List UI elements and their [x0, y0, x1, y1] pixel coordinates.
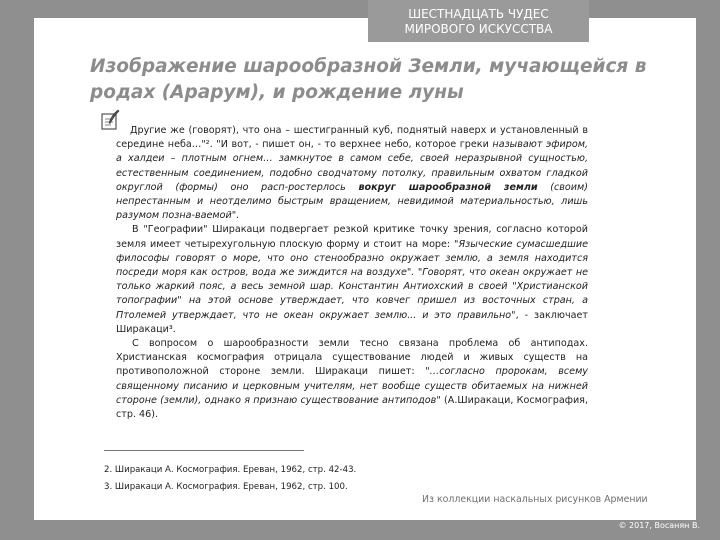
page-title	[90, 54, 650, 106]
bottom-bar	[0, 520, 720, 540]
p1-text-2: называют эфиром, а халдеи – плотным огнем… замкнутое в самом себе, своей неразрывной сущностью, естественным соединением, подобно сводчатому потолку, правильным охватом гладкой округлой (формы) оно расп-ростерлось	[116, 139, 588, 193]
collection-note: Из коллекции наскальных рисунков Армении	[422, 494, 648, 505]
footnotes	[104, 462, 624, 495]
p1-text-4: (своим) непрестанным и неотделимо быстрым вращением, невидимой материальностью, лишь разумом позна-ваемой".	[116, 181, 588, 222]
footnote-2: 2. Ширакаци А. Космография. Ереван, 1962, стр. 42-43.	[104, 465, 357, 475]
banner-line-1: ШЕСТНАДЦАТЬ ЧУДЕС	[408, 7, 549, 21]
footnote-3: 3. Ширакаци А. Космография. Ереван, 1962, стр. 100.	[104, 481, 348, 492]
paragraph-2	[116, 223, 588, 337]
copyright: © 2017, Восанян В.	[618, 521, 700, 530]
p2-text-3: , - заключает Ширакаци³.	[116, 309, 588, 335]
p3-text-3: " (А.Ширакаци, Космография, стр. 46).	[116, 394, 588, 421]
paragraph-1	[116, 124, 588, 223]
p2-text-2: "Языческие сумасшедшие философы говорят о море, что оно стенообразно окружает землю, а земля находится посреди моря как остров, вода же зиждится на воздухе". "Говорят, что океан окружает не только жаркий пояс, а весь земной шар. Константин Антиохский в своей "Христианской топографии" на этой основе утверждает, что ковчег пришел из восточных стран, а Птолемей утверждает, что не океан окружает землю... и это правильно"	[116, 238, 588, 321]
p2-text-1: В "Географии" Ширакаци подвергает резкой критике точку зрения, согласно которой земля имеет четырехугольную плоскую форму и стоит на море:	[116, 224, 588, 250]
p1-text-3: вокруг шарообразной земли	[358, 181, 538, 193]
top-banner	[368, 0, 589, 42]
paragraph-3	[116, 337, 588, 422]
title-line-2: родах (Арарум), и рождение луны	[90, 82, 464, 103]
footnote-divider	[104, 450, 304, 451]
p1-text-1: Другие же (говорят), что она – шестигранный куб, поднятый наверх и установленный в середине неба…"². "И вот, - пишет он, - то верхнее небо, которое греки	[116, 125, 588, 151]
title-line-1: Изображение шарообразной Земли, мучающейся в	[90, 56, 647, 77]
p3-text-1: С вопросом о шарообразности земли тесно связана проблема об антиподах. Христианская космография отрицала существование людей и живых существ на противоположной стороне земли. Ширакаци пишет: "	[116, 338, 588, 378]
p3-text-2: …согласно пророкам, всему священному писанию и церковным учителям, нет вообще существ обитаемых на нижней стороне (земли), однако я признаю существование антиподов	[116, 366, 588, 406]
banner-line-2: МИРОВОГО ИСКУССТВА	[404, 22, 553, 36]
article-body	[116, 124, 588, 422]
